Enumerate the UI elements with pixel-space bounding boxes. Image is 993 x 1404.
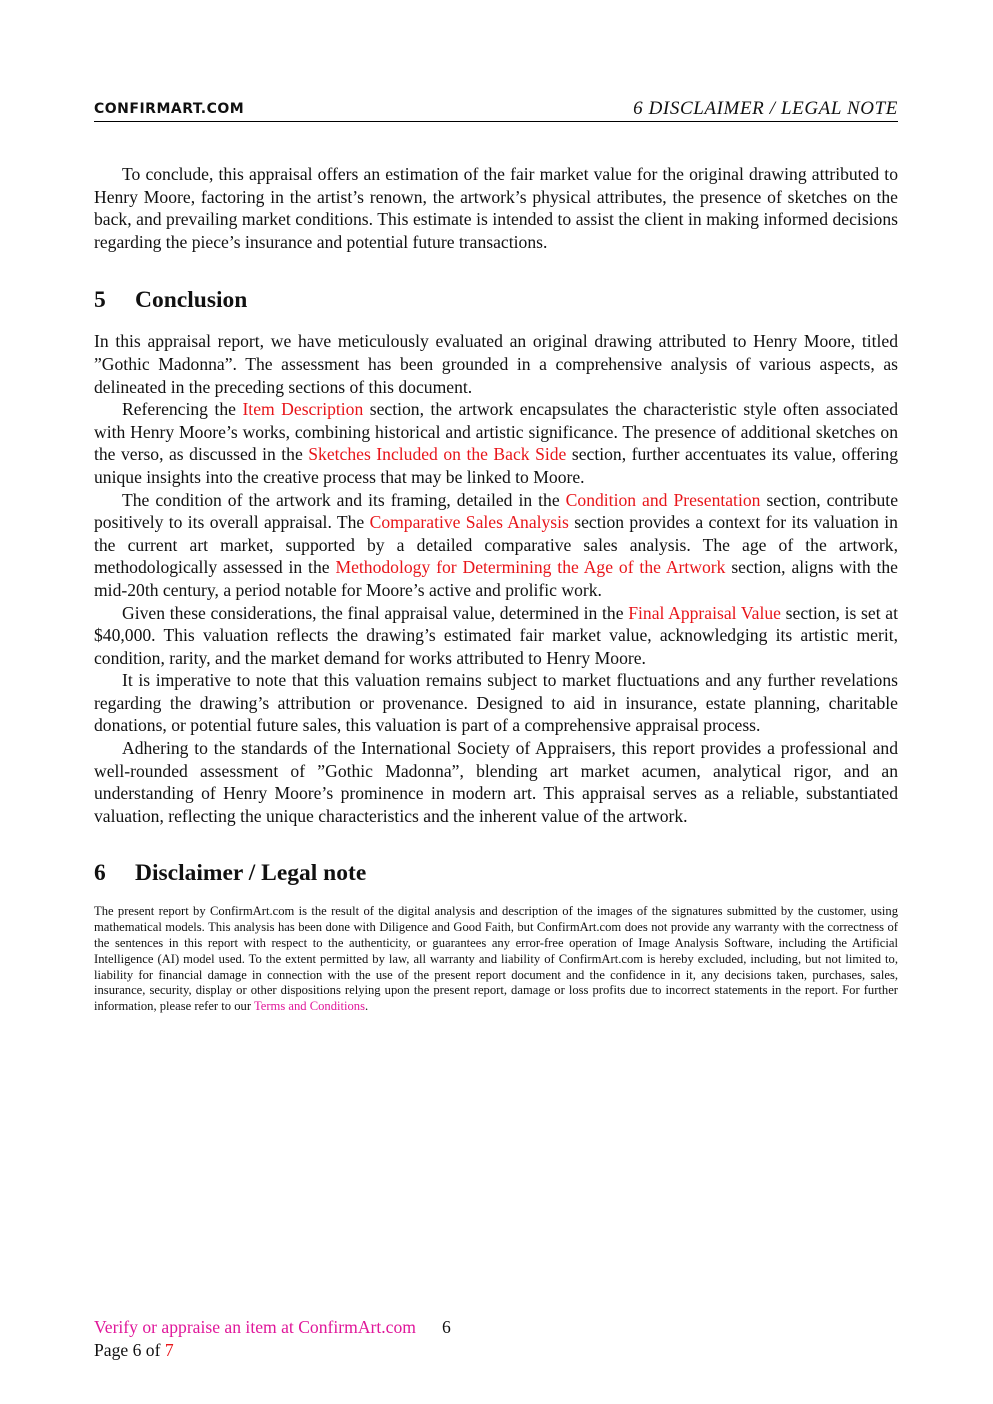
- link-final-appraisal-value[interactable]: Final Appraisal Value: [628, 602, 781, 623]
- section-number: 5: [94, 287, 106, 314]
- total-pages-link[interactable]: 7: [164, 1340, 174, 1360]
- link-methodology-age[interactable]: Methodology for Determining the Age of the Artwork: [335, 557, 726, 578]
- footer-page-number: 6: [441, 1317, 451, 1337]
- conclusion-paragraph-5: It is imperative to note that this valuation remains subject to market fluctuations and any further revelations regarding the drawing’s attribution or provenance. Designed to aid in insurance, estate planning, charitable donations, or potential future sales, this valuation is part of a comprehensive appraisal process.: [94, 670, 898, 736]
- conclusion-paragraph-4: Given these considerations, the final appraisal value, determined in the Final Appraisal Value section, is set at $40,000. This valuation reflects the drawing’s estimated fair market value, acknowledging its artistic merit, condition, rarity, and the market demand for works attributed to Henry Moore.: [94, 602, 898, 668]
- link-comparative-sales[interactable]: Comparative Sales Analysis: [369, 512, 569, 533]
- section-title: Disclaimer / Legal note: [135, 860, 367, 887]
- section-number: 6: [94, 860, 106, 887]
- confirmart-logo: CONFIRMART.COM: [94, 101, 245, 117]
- link-condition-presentation[interactable]: Condition and Presentation: [565, 489, 761, 510]
- section-5-heading: [94, 286, 898, 314]
- running-head: 6 DISCLAIMER / LEGAL NOTE: [633, 98, 898, 119]
- section-6-heading: [94, 859, 898, 887]
- page-content: [94, 163, 898, 1015]
- conclusion-paragraph-3: The condition of the artwork and its framing, detailed in the Condition and Presentation section, contribute positively to its overall appraisal. The Comparative Sales Analysis section provides a context for its valuation in the current art market, supported by a detailed comparative sales analysis. The age of the artwork, methodologically assessed in the Methodology for Determining the Age of the Artwork section, aligns with the mid-20th century, a period notable for Moore’s active and prolific work.: [94, 489, 899, 600]
- conclusion-paragraph-2: Referencing the Item Description section, the artwork encapsulates the characteristic style often associated with Henry Moore’s works, combining historical and artistic significance. The presence of additional sketches on the verso, as discussed in the Sketches Included on the Back Side section, further accentuates its value, offering unique insights into the creative process that may be linked to Moore.: [94, 399, 898, 487]
- conclusion-paragraph-6: Adhering to the standards of the International Society of Appraisers, this report provides a professional and well-rounded assessment of ”Gothic Madonna”, blending art market acumen, analytical rigor, and an understanding of Henry Moore’s prominence in modern art. This appraisal serves as a reliable, substantiated valuation, reflecting the unique characteristics and the inherent value of the artwork.: [94, 738, 898, 826]
- terms-and-conditions-link[interactable]: Terms and Conditions: [253, 999, 365, 1014]
- conclusion-paragraph-1: In this appraisal report, we have meticulously evaluated an original drawing attributed to Henry Moore, titled ”Gothic Madonna”. The assessment has been grounded in a comprehensive analysis of various aspects, as delineated in the preceding sections of this document.: [94, 331, 898, 397]
- page-count: Page 6 of 7: [94, 1340, 174, 1360]
- page-footer: [94, 1316, 451, 1362]
- verify-link[interactable]: Verify or appraise an item at ConfirmArt.com: [94, 1317, 416, 1337]
- link-item-description[interactable]: Item Description: [242, 399, 364, 420]
- page-header: [94, 97, 898, 122]
- section-title: Conclusion: [135, 287, 248, 314]
- intro-paragraph: To conclude, this appraisal offers an estimation of the fair market value for the original drawing attributed to Henry Moore, factoring in the artist’s renown, the artwork’s physical attributes, the presence of sketches on the back, and prevailing market conditions. This estimate is intended to assist the client in making informed decisions regarding the piece’s insurance and potential future transactions.: [94, 164, 898, 252]
- disclaimer-text: The present report by ConfirmArt.com is the result of the digital analysis and description of the images of the signatures submitted by the customer, using mathematical models. This analysis has been done with Diligence and Good Faith, but ConfirmArt.com does not provide any warranty with the correctness of the sentences in this report with respect to the authenticity, or guarantees any error-free operation of Image Analysis Software, including the Artificial Intelligence (AI) model used. To the extent permitted by law, all warranty and liability of ConfirmArt.com is hereby excluded, including, but not limited to, liability for financial damage in connection with the use of the present report document and the confidence in it, any decisions taken, purchases, sales, insurance, security, display or other dispositions relying upon the present report, damage or loss profits due to incorrect statements in the report. For further information, please refer to our Terms and Conditions.: [94, 904, 898, 1014]
- link-sketches-back-side[interactable]: Sketches Included on the Back Side: [308, 444, 567, 465]
